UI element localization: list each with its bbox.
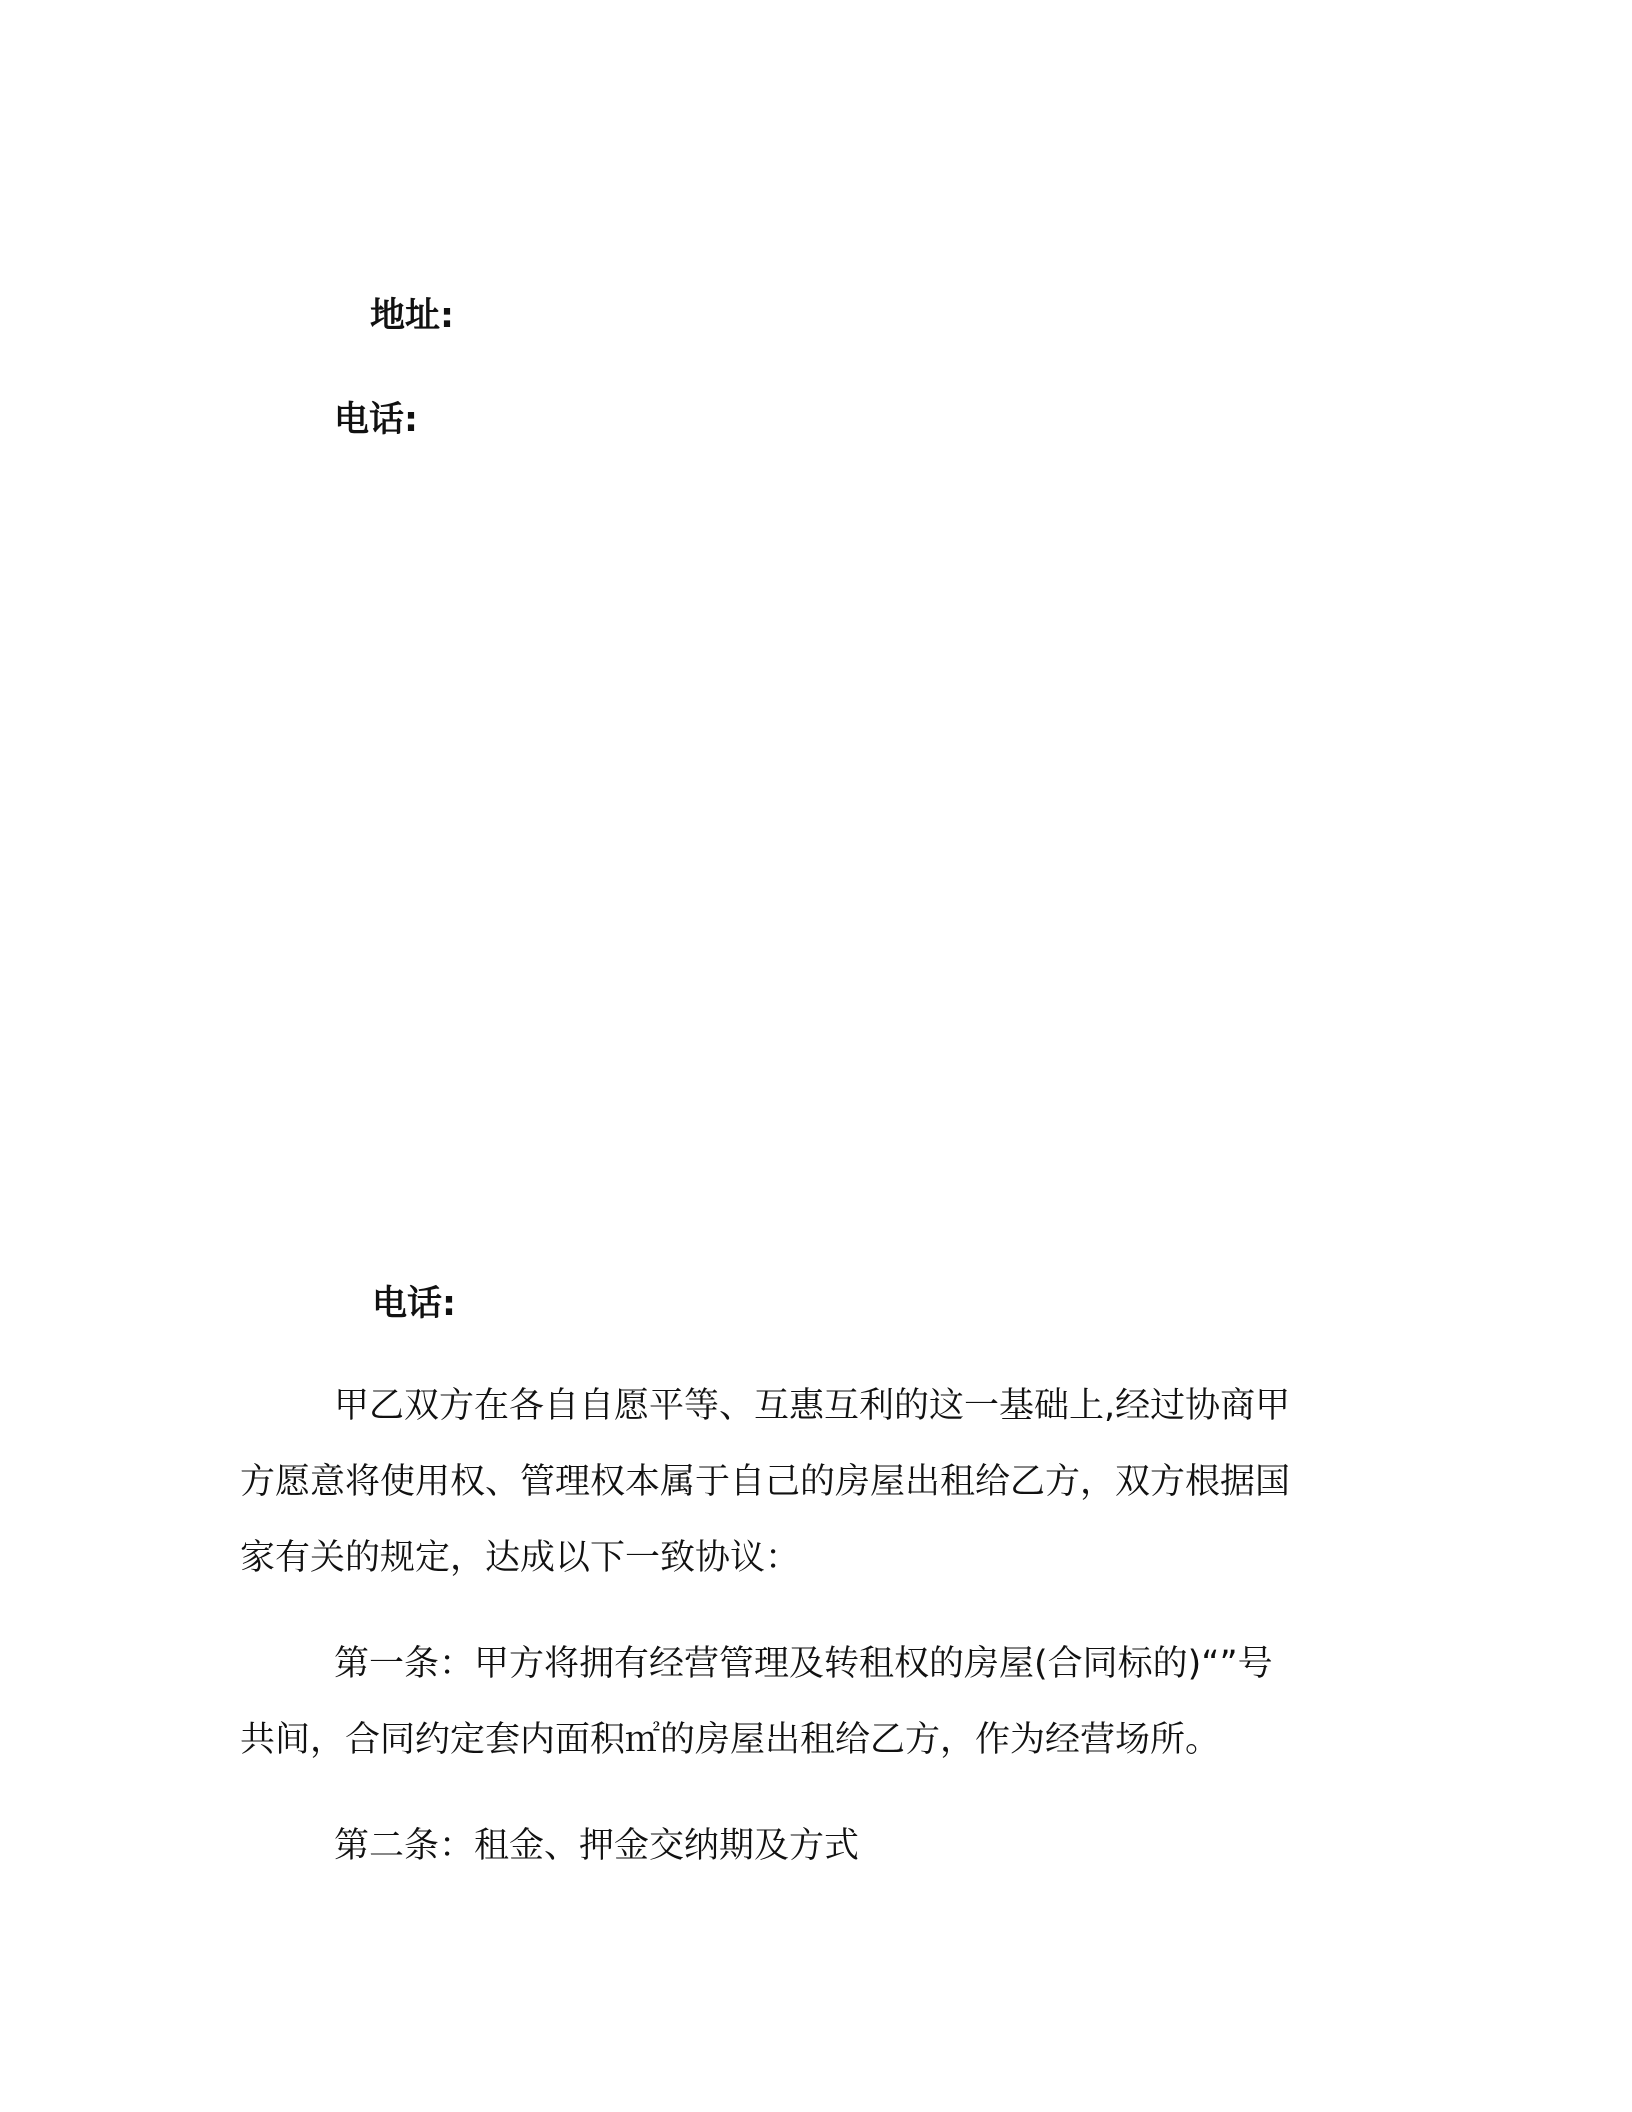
intro-line-3: 家有关的规定，达成以下一致协议： [240,1538,801,1578]
intro-line-2: 方愿意将使用权、管理权本属于自己的房屋出租给乙方，双方根据国 [240,1462,1291,1502]
phone-label-lower: 电话: [372,1284,456,1324]
intro-line-1: 甲乙双方在各自自愿平等、互惠互利的这一基础上,经过协商甲 [334,1386,1291,1426]
article-2-paragraph [240,1808,1368,1884]
article-2-title: 第二条：租金、押金交纳期及方式 [334,1826,860,1866]
phone-label-top: 电话: [334,400,418,440]
address-label: 地址: [370,296,454,336]
article-1-line-1: 第一条：甲方将拥有经营管理及转租权的房屋(合同标的)“”号 [334,1644,1273,1684]
article-1-paragraph [240,1626,1368,1778]
intro-paragraph [240,1368,1368,1596]
article-1-line-2: 共间，合同约定套内面积㎡的房屋出租给乙方，作为经营场所。 [240,1720,1221,1760]
